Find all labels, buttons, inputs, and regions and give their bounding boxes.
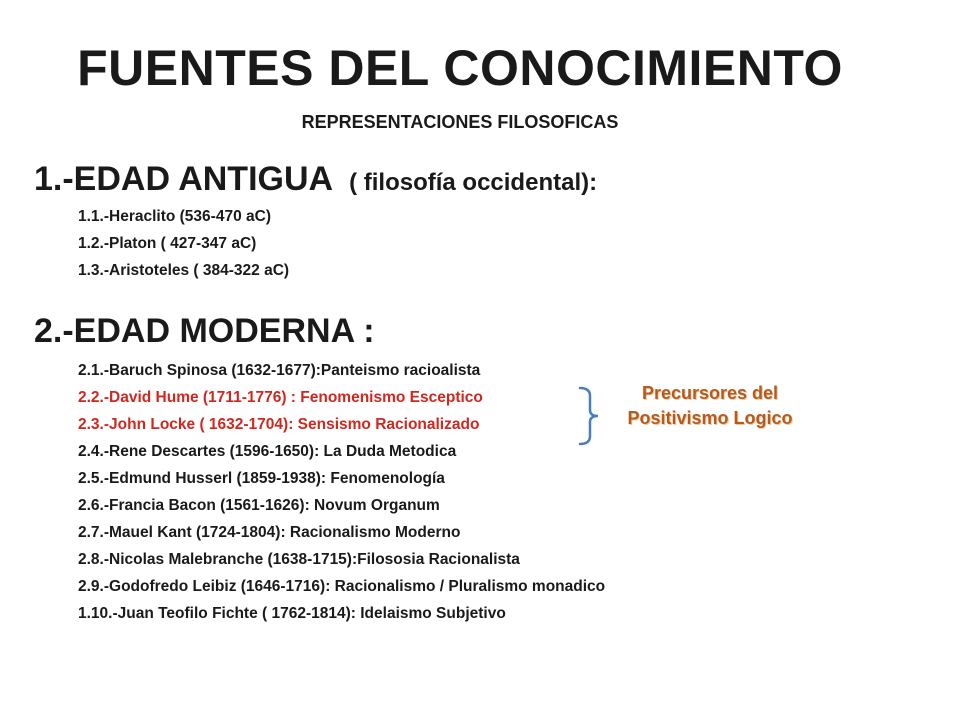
list-item: 2.5.-Edmund Husserl (1859-1938): Fenomenología	[78, 470, 445, 487]
list-item: 1.10.-Juan Teofilo Fichte ( 1762-1814): Idelaismo Subjetivo	[78, 605, 506, 622]
section-heading-moderna	[34, 312, 375, 351]
section-heading-antigua-title: 1.-EDAD ANTIGUA	[34, 160, 334, 198]
page-subtitle: REPRESENTACIONES FILOSOFICAS	[301, 112, 619, 132]
list-item-highlighted: 2.2.-David Hume (1711-1776) : Fenomenismo Esceptico	[78, 389, 483, 406]
section-heading-antigua-note: ( filosofía occidental):	[349, 169, 598, 196]
callout-line-1: Precursores del	[641, 383, 779, 403]
list-item: 2.6.-Francia Bacon (1561-1626): Novum Organum	[78, 497, 440, 514]
list-item: 2.7.-Mauel Kant (1724-1804): Racionalismo Moderno	[78, 524, 461, 541]
callout-precursores	[600, 381, 820, 431]
list-item: 2.1.-Baruch Spinosa (1632-1677):Panteismo racioalista	[78, 362, 481, 379]
list-item: 2.8.-Nicolas Malebranche (1638-1715):Filososia Racionalista	[78, 551, 520, 568]
page-title: FUENTES DEL CONOCIMIENTO	[77, 40, 843, 96]
callout-line-2: Positivismo Logico	[627, 408, 793, 428]
list-item: 2.4.-Rene Descartes (1596-1650): La Duda Metodica	[78, 443, 457, 460]
list-item: 1.2.-Platon ( 427-347 aC)	[78, 235, 257, 252]
moderna-list	[78, 357, 605, 627]
list-item: 2.9.-Godofredo Leibiz (1646-1716): Racionalismo / Pluralismo monadico	[78, 578, 606, 595]
list-item-highlighted: 2.3.-John Locke ( 1632-1704): Sensismo Racionalizado	[78, 416, 480, 433]
right-brace-icon	[578, 386, 602, 446]
section-heading-antigua	[34, 160, 597, 199]
antigua-list	[78, 203, 289, 284]
list-item: 1.1.-Heraclito (536-470 aC)	[78, 208, 271, 225]
list-item: 1.3.-Aristoteles ( 384-322 aC)	[78, 262, 290, 279]
section-heading-moderna-title: 2.-EDAD MODERNA :	[34, 312, 375, 350]
